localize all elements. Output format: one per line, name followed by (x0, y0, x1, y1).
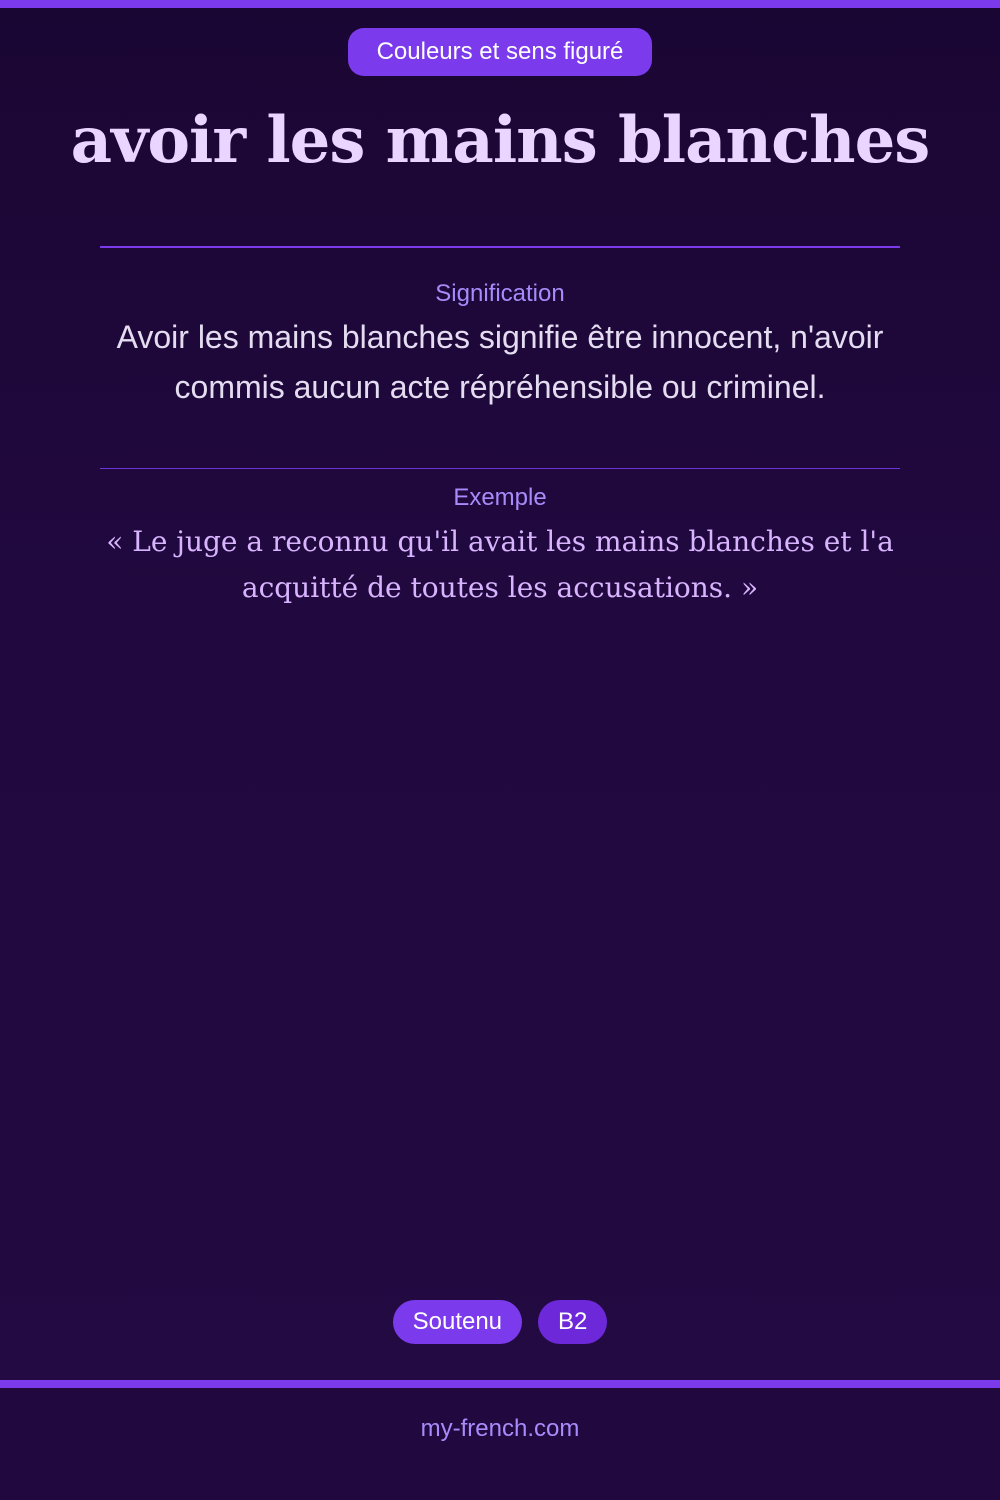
footer (0, 1388, 1000, 1500)
bottom-accent-bar (0, 1380, 1000, 1388)
category-badge: Couleurs et sens figuré (348, 28, 652, 76)
footer-site: my-french.com (420, 1415, 580, 1442)
divider (100, 246, 900, 248)
expression-title: avoir les mains blanches (70, 103, 930, 178)
meaning-label: Signification (435, 280, 565, 307)
top-accent-bar (0, 0, 1000, 8)
divider (100, 468, 900, 469)
example-text: « Le juge a reconnu qu'il avait les mains blanches et l'a acquitté de toutes les accusations. » (106, 525, 894, 604)
level-tag: B2 (538, 1300, 607, 1344)
register-tag: Soutenu (393, 1300, 522, 1344)
meaning-text: Avoir les mains blanches signifie être innocent, n'avoir commis aucun acte répréhensible ou criminel. (116, 319, 884, 405)
tag-list (0, 1300, 1000, 1344)
example-label: Exemple (453, 484, 547, 511)
